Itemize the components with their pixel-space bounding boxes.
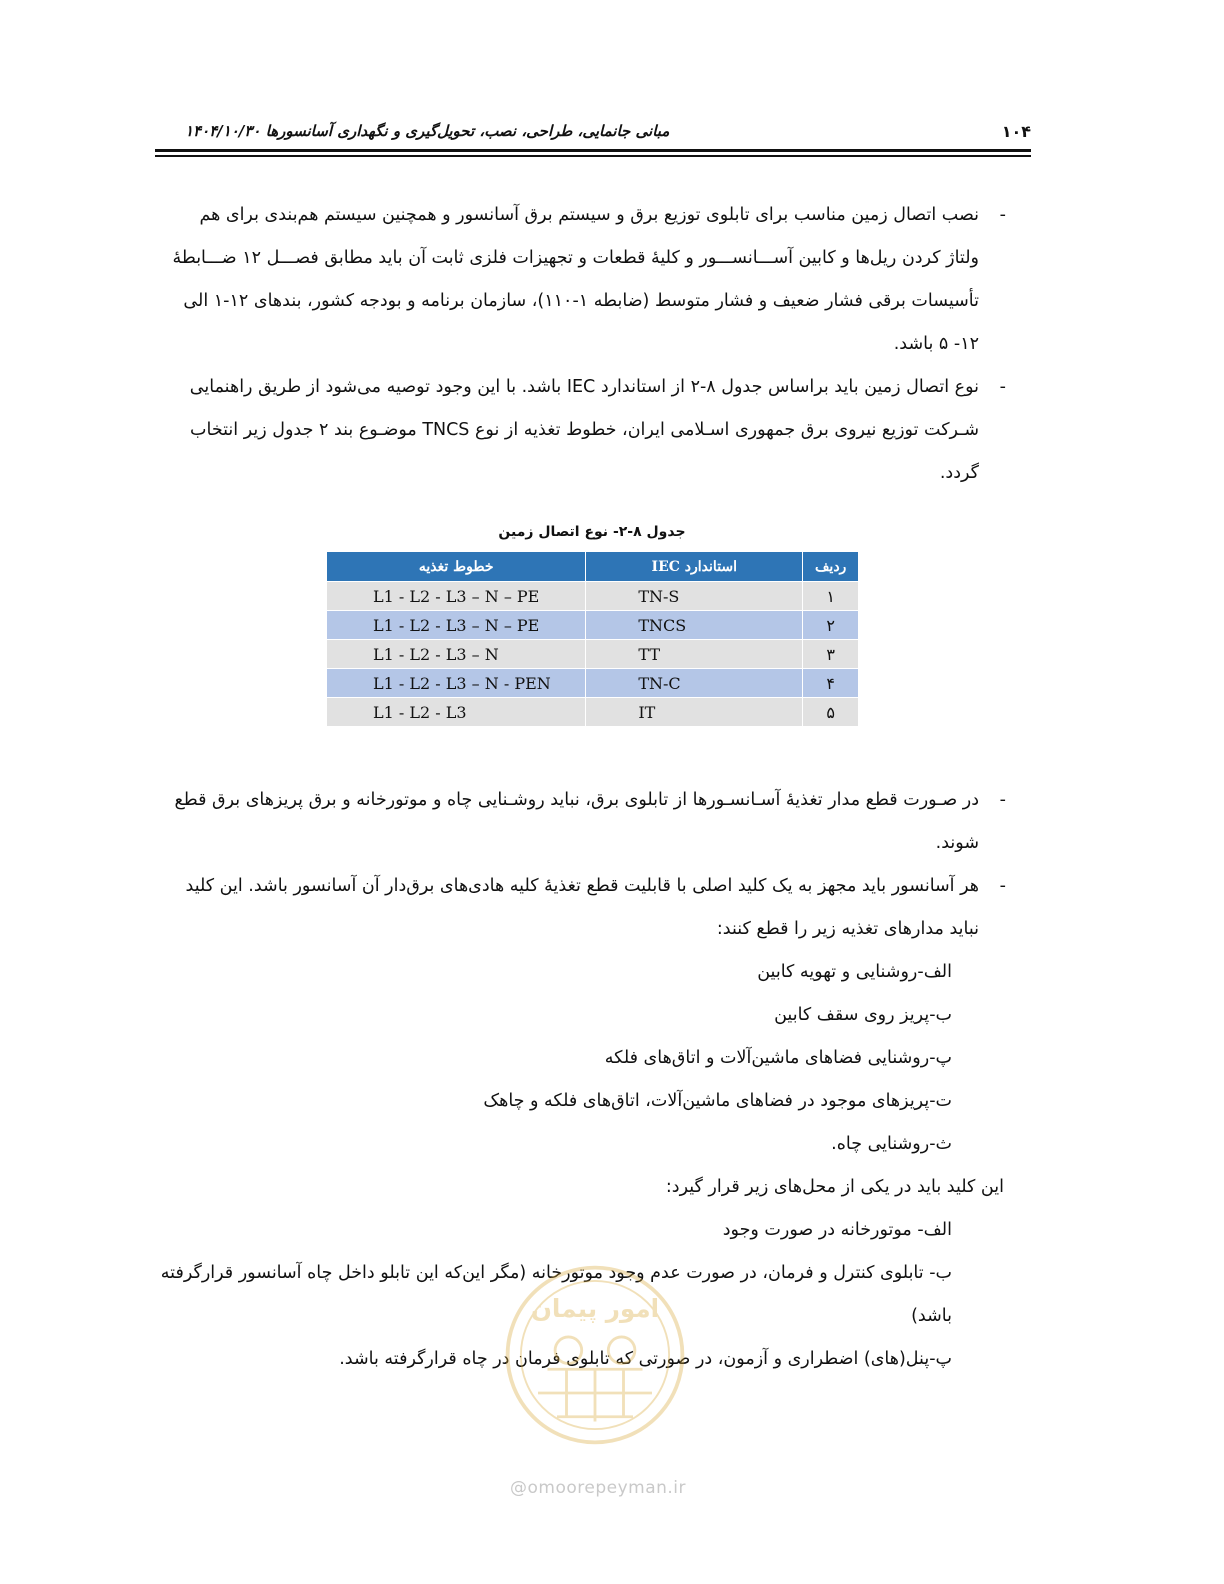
table-caption: جدول ۸-۲- نوع اتصال زمین — [498, 524, 686, 540]
table-header-row — [327, 552, 859, 582]
running-title — [155, 122, 669, 140]
bullet-dash: - — [999, 790, 1006, 810]
location-intro: این کلید باید در یکی از محل‌های زیر قرار گیرد: — [665, 1177, 1004, 1197]
paragraph-line: نصب اتصال زمین مناسب برای تابلوی توزیع برق و سیستم برق آسانسور و همچنین سیستم هم‌بندی برای هم — [199, 205, 979, 225]
paragraph-line: ۱۲- ۵ باشد. — [893, 334, 979, 354]
bullet-grounding-install — [157, 194, 1006, 366]
location-text: ب- تابلوی کنترل و فرمان، در صورت عدم وجود موتورخانه (مگر این‌که این تابلو داخل چاه آسانسور قرارگرفته — [160, 1263, 952, 1283]
cell-row-number: ۳ — [803, 640, 859, 669]
cell-row-number: ۵ — [803, 698, 859, 727]
circuit-item: ب-پریز روی سقف کابین — [774, 1005, 952, 1025]
header-standard: استاندارد IEC — [586, 552, 803, 582]
page-number: ۱۰۴ — [1001, 122, 1031, 141]
paragraph-line: گردد. — [939, 463, 979, 483]
paragraph-line: شوند. — [935, 833, 979, 853]
cell-standard: TNCS — [586, 611, 803, 640]
bullet-dash: - — [999, 876, 1006, 896]
cell-supply-lines: L1 - L2 - L3 – N — [327, 640, 586, 669]
cell-standard: TT — [586, 640, 803, 669]
cell-supply-lines: L1 - L2 - L3 – N – PE — [327, 611, 586, 640]
cell-supply-lines: L1 - L2 - L3 — [327, 698, 586, 727]
cell-row-number: ۲ — [803, 611, 859, 640]
location-item: پ-پنل(های) اضطراری و آزمون، در صورتی که تابلوی فرمان در چاه قرارگرفته باشد. — [339, 1349, 952, 1369]
paragraph-line: نباید مدارهای تغذیه زیر را قطع کنند: — [716, 919, 979, 939]
header-supply-lines: خطوط تغذیه — [327, 552, 586, 582]
paragraph-line: ولتاژ کردن ریل‌ها و کابین آســـانســـور و کلیهٔ قطعات و تجهیزات فلزی ثابت آن باید مطابق فصـــل ۱۲ ضـــابطهٔ — [172, 248, 979, 268]
cell-row-number: ۴ — [803, 669, 859, 698]
grounding-type-table — [326, 551, 859, 727]
paragraph-line: در صـورت قطع مدار تغذیهٔ آسـانسـورها از تابلوی برق، نباید روشـنایی چاه و موتورخانه و برق پریزهای برق قطع — [174, 790, 979, 810]
location-item: الف- موتورخانه در صورت وجود — [722, 1220, 952, 1240]
header-row-number: ردیف — [803, 552, 859, 582]
cell-standard: TN-S — [586, 582, 803, 611]
page-header — [155, 118, 1031, 148]
table-row — [327, 698, 859, 727]
bullet-main-switch — [157, 865, 1006, 951]
paragraph-line: نوع اتصال زمین باید براساس جدول ۸-۲ از استاندارد IEC باشد. با این وجود توصیه می‌شود از طریق راهنمایی — [189, 377, 979, 397]
watermark-at-icon: @ — [510, 1478, 528, 1498]
circuit-item: پ-روشنایی فضاهای ماشین‌آلات و اتاق‌های فلکه — [604, 1048, 952, 1068]
location-item-continued: باشد) — [911, 1306, 952, 1326]
paragraph-line: هر آسانسور باید مجهز به یک کلید اصلی با قابلیت قطع تغذیهٔ کلیه هادی‌های برق‌دار آن آسانسور باشد. این کلید — [185, 876, 979, 896]
bullet-dash: - — [999, 205, 1006, 225]
cell-row-number: ۱ — [803, 582, 859, 611]
watermark-logo — [500, 1260, 690, 1450]
circuit-item: ت-پریزهای موجود در فضاهای ماشین‌آلات، اتاق‌های فلکه و چاهک — [483, 1091, 952, 1111]
paragraph-line: شـرکت توزیع نیروی برق جمهوری اسـلامی ایران، خطوط تغذیه از نوع TNCS موضـوع بند ۲ جدول زیر انتخاب — [190, 420, 979, 440]
header-rule-thin — [155, 155, 1031, 157]
watermark-url — [510, 1478, 686, 1498]
cell-standard: IT — [586, 698, 803, 727]
cell-supply-lines: L1 - L2 - L3 – N - PEN — [327, 669, 586, 698]
circuit-item: ث-روشنایی چاه. — [831, 1134, 952, 1154]
bullet-dash: - — [999, 377, 1006, 397]
bullet-power-cut — [157, 779, 1006, 865]
book-title: مبانی جانمایی، طراحی، نصب، تحویل‌گیری و نگهداری آسانسورها — [265, 122, 670, 140]
header-rule-thick — [155, 149, 1031, 152]
cell-supply-lines: L1 - L2 - L3 – N – PE — [327, 582, 586, 611]
table-row — [327, 582, 859, 611]
bullet-grounding-type — [157, 366, 1006, 495]
cell-standard: TN-C — [586, 669, 803, 698]
table-row — [327, 669, 859, 698]
header-date: ۱۴۰۴/۱۰/۳۰ — [185, 122, 261, 140]
table-row — [327, 611, 859, 640]
watermark-url-text: omoorepeyman.ir — [527, 1478, 687, 1498]
paragraph-line: تأسیسات برقی فشار ضعیف و فشار متوسط (ضابطه ۱-۱۱۰)، سازمان برنامه و بودجه کشور، بندهای ۱۲-۱ الی — [183, 291, 979, 311]
table-row — [327, 640, 859, 669]
circuit-item: الف-روشنایی و تهویه کابین — [757, 962, 952, 982]
watermark-logo-text: امور پیمان — [530, 1294, 660, 1323]
